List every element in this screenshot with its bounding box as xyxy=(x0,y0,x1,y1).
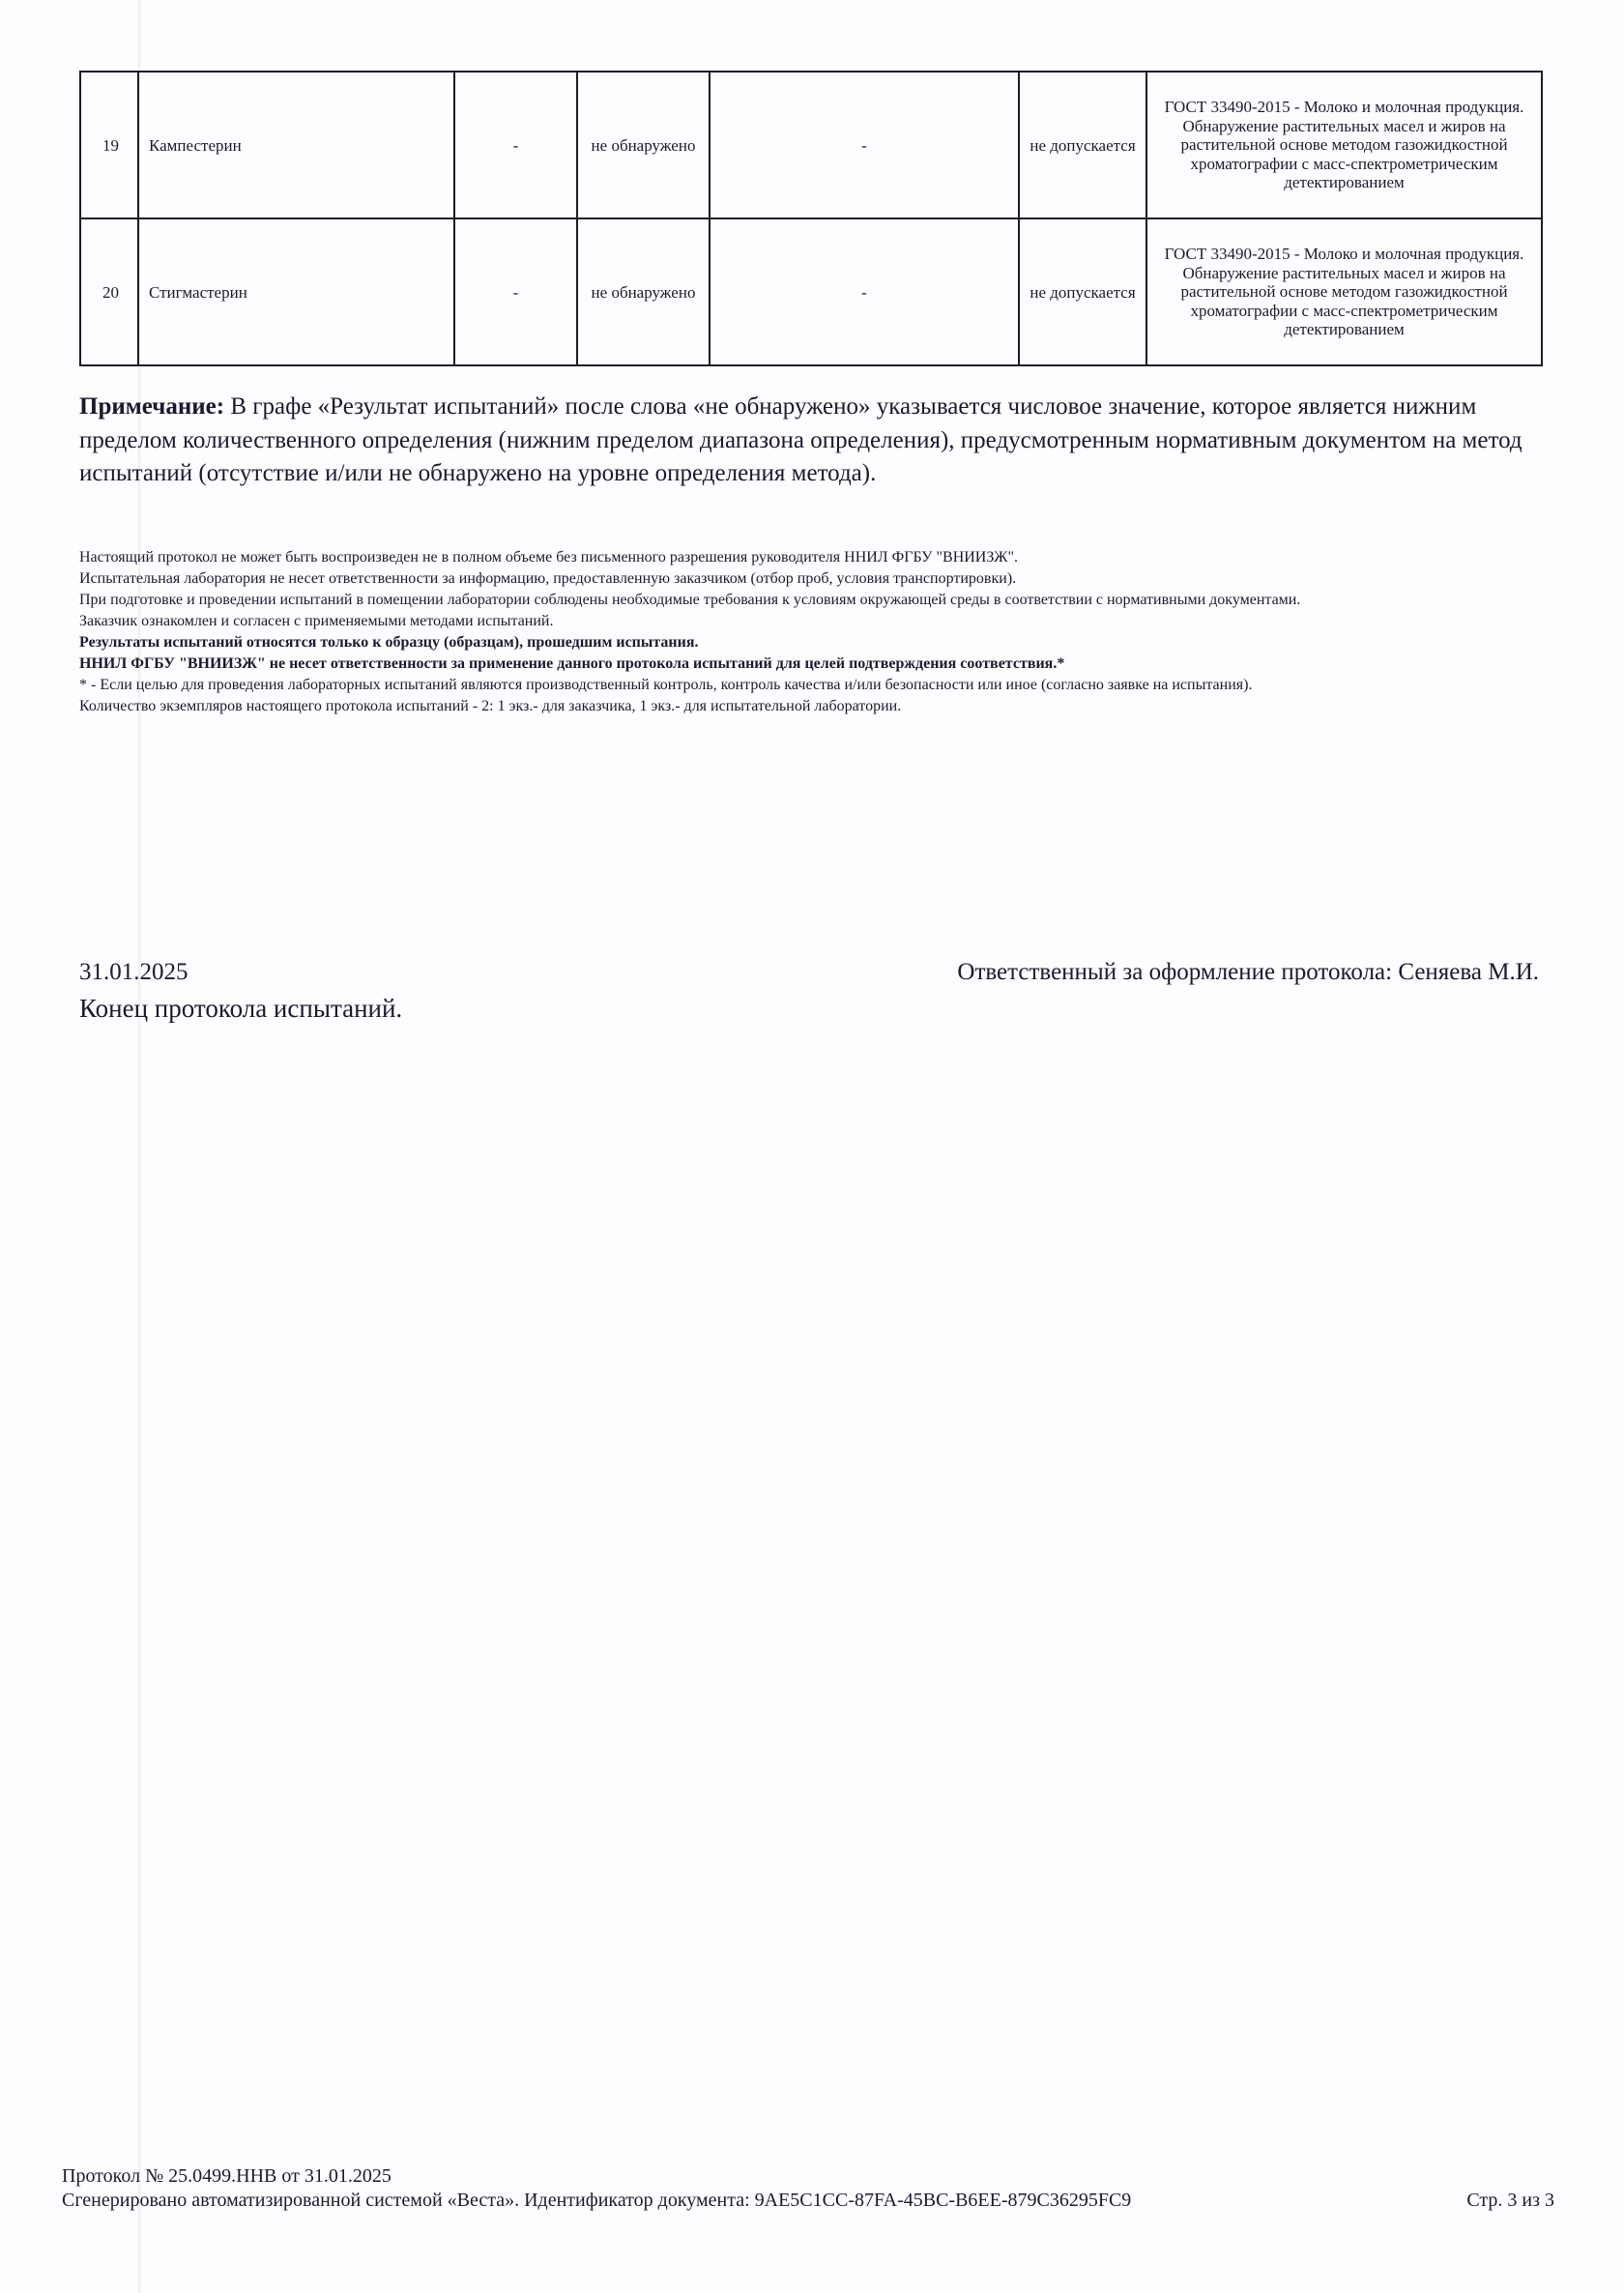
indicator-name: Кампестерин xyxy=(138,72,454,218)
note-paragraph xyxy=(79,391,1549,491)
disclaimer-results-scope: Результаты испытаний относятся только к образцу (образцам), прошедшим испытания. xyxy=(79,634,699,651)
requirement-value: не допускается xyxy=(1019,72,1146,218)
disclaimer-customer-info: Испытательная лаборатория не несет ответственности за информацию, предоставленную заказчиком (отбор проб, условия транспортировки). xyxy=(79,570,1017,587)
uncertainty-value: - xyxy=(710,218,1019,365)
row-number: 19 xyxy=(80,72,138,218)
protocol-end-text: Конец протокола испытаний. xyxy=(79,994,403,1023)
disclaimer-environment: При подготовке и проведении испытаний в помещении лаборатории соблюдены необходимые требования к условиям окружающей среды в соответствии с нормативными документами. xyxy=(79,592,1301,608)
norm-value: - xyxy=(454,218,577,365)
disclaimer-block xyxy=(79,547,1549,717)
row-number: 20 xyxy=(80,218,138,365)
test-result: не обнаружено xyxy=(577,72,710,218)
uncertainty-value: - xyxy=(710,72,1019,218)
table-row xyxy=(80,72,1542,218)
disclaimer-reproduction: Настоящий протокол не может быть воспроизведен не в полном объеме без письменного разрешения руководителя ННИЛ ФГБУ "ВНИИЗЖ". xyxy=(79,549,1019,566)
signature-date: 31.01.2025 xyxy=(79,959,188,985)
footer-page-number: Стр. 3 из 3 xyxy=(1466,2190,1554,2211)
footer-protocol-number: Протокол № 25.0499.ННВ от 31.01.2025 xyxy=(62,2165,392,2187)
norm-value: - xyxy=(454,72,577,218)
test-result: не обнаружено xyxy=(577,218,710,365)
test-method: ГОСТ 33490-2015 - Молоко и молочная продукция. Обнаружение растительных масел и жиров на растительной основе методом газожидкостной хроматографии с масс-спектрометрическим детектированием xyxy=(1146,218,1542,365)
disclaimer-copies: Количество экземпляров настоящего протокола испытаний - 2: 1 экз.- для заказчика, 1 экз.- для испытательной лаборатории. xyxy=(79,698,902,714)
disclaimer-footnote: * - Если целью для проведения лабораторных испытаний являются производственный контроль, контроль качества и/или безопасности или иное (согласно заявке на испытания). xyxy=(79,677,1253,693)
requirement-value: не допускается xyxy=(1019,218,1146,365)
disclaimer-methods-agreed: Заказчик ознакомлен и согласен с применяемыми методами испытаний. xyxy=(79,613,554,629)
footer-generated-by: Сгенерировано автоматизированной системой «Веста». Идентификатор документа: 9AE5C1CC-87FA-45BC-B6EE-879C36295FC9 xyxy=(62,2190,1132,2211)
note-label: Примечание: xyxy=(79,393,225,420)
indicator-name: Стигмастерин xyxy=(138,218,454,365)
responsible-person: Ответственный за оформление протокола: Сеняева М.И. xyxy=(957,959,1539,985)
note-text: В графе «Результат испытаний» после слова «не обнаружено» указывается числовое значение, которое является нижним пределом количественного определения (нижним пределом диапазона определения), предусмотренным нормативным документом на метод испытаний (отсутствие и/или не обнаружено на уровне определения метода). xyxy=(79,393,1522,486)
results-table xyxy=(79,71,1543,366)
test-method: ГОСТ 33490-2015 - Молоко и молочная продукция. Обнаружение растительных масел и жиров на растительной основе методом газожидкостной хроматографии с масс-спектрометрическим детектированием xyxy=(1146,72,1542,218)
disclaimer-conformity: ННИЛ ФГБУ "ВНИИЗЖ" не несет ответственности за применение данного протокола испытаний для целей подтверждения соответствия.* xyxy=(79,655,1065,672)
table-row xyxy=(80,218,1542,365)
